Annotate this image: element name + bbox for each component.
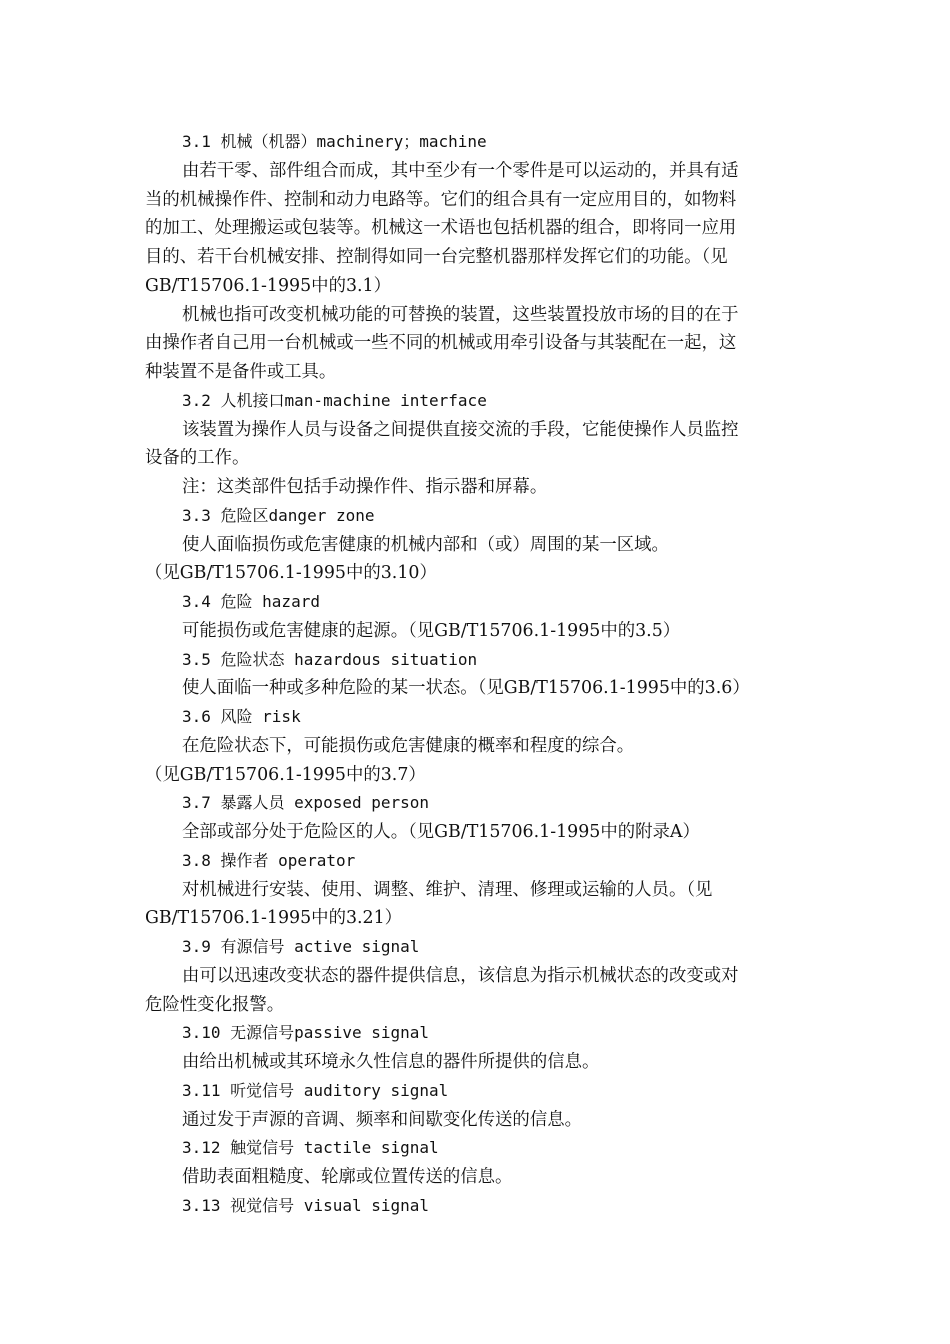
body-text-line: 机械也指可改变机械功能的可替换的装置，这些装置投放市场的目的在于 bbox=[182, 304, 739, 325]
body-text-line: GB/T15706.1-1995中的3.1） bbox=[145, 275, 392, 296]
body-text-line: 借助表面粗糙度、轮廓或位置传送的信息。 bbox=[182, 1167, 513, 1187]
document-page bbox=[145, 128, 805, 1221]
body-text-line: 全部或部分处于危险区的人。（见GB/T15706.1-1995中的附录A） bbox=[182, 822, 700, 842]
body-text-line: 的加工、处理搬运或包装等。机械这一术语也包括机器的组合，即将同一应用 bbox=[145, 218, 737, 239]
body-text-line: 通过发于声源的音调、频率和间歇变化传送的信息。 bbox=[182, 1109, 582, 1130]
body-text-line: 由给出机械或其环境永久性信息的器件所提供的信息。 bbox=[182, 1052, 600, 1072]
term-heading: 3.10 无源信号passive signal bbox=[182, 1023, 430, 1043]
body-text-line: 使人面临损伤或危害健康的机械内部和（或）周围的某一区域。 bbox=[182, 534, 669, 555]
body-text-line: 对机械进行安装、使用、调整、维护、清理、修理或运输的人员。（见 bbox=[182, 879, 713, 900]
body-text-line: 该装置为操作人员与设备之间提供直接交流的手段，它能使操作人员监控 bbox=[182, 419, 739, 440]
body-text-line: （见GB/T15706.1-1995中的3.7） bbox=[145, 764, 426, 785]
term-heading: 3.6 风险 risk bbox=[182, 707, 301, 726]
body-text-line: 当的机械操作件、控制和动力电路等。它们的组合具有一定应用目的，如物料 bbox=[145, 189, 737, 210]
body-text-line: 种装置不是备件或工具。 bbox=[145, 362, 337, 382]
term-heading: 3.7 暴露人员 exposed person bbox=[182, 793, 430, 813]
term-heading: 3.1 机械（机器）machinery；machine bbox=[182, 132, 487, 151]
body-text-line: 在危险状态下，可能损伤或危害健康的概率和程度的综合。 bbox=[182, 735, 635, 756]
body-text-line: 可能损伤或危害健康的起源。（见GB/T15706.1-1995中的3.5） bbox=[182, 620, 681, 641]
term-heading: 3.11 听觉信号 auditory signal bbox=[182, 1080, 449, 1100]
body-text-line: 设备的工作。 bbox=[145, 448, 250, 469]
term-heading: 3.3 危险区danger zone bbox=[182, 505, 375, 525]
body-text-line: 目的、若干台机械安排、控制得如同一台完整机器那样发挥它们的功能。（见 bbox=[145, 247, 728, 267]
body-text-line: 危险性变化报警。 bbox=[145, 994, 285, 1015]
body-text-line: 由若干零、部件组合而成，其中至少有一个零件是可以运动的，并具有适 bbox=[182, 160, 739, 181]
body-text-line: 使人面临一种或多种危险的某一状态。（见GB/T15706.1-1995中的3.6） bbox=[182, 678, 750, 699]
term-heading: 3.4 危险 hazard bbox=[182, 592, 320, 611]
term-heading: 3.5 危险状态 hazardous situation bbox=[182, 649, 478, 669]
body-text-line: 由可以迅速改变状态的器件提供信息，该信息为指示机械状态的改变或对 bbox=[182, 965, 739, 986]
body-text-line: 由操作者自己用一台机械或一些不同的机械或用牵引设备与其装配在一起，这 bbox=[145, 333, 737, 354]
body-text-line: GB/T15706.1-1995中的3.21） bbox=[145, 908, 403, 929]
term-heading: 3.9 有源信号 active signal bbox=[182, 937, 420, 956]
body-text-line: 注：这类部件包括手动操作件、指示器和屏幕。 bbox=[182, 477, 548, 497]
term-heading: 3.13 视觉信号 visual signal bbox=[182, 1195, 430, 1215]
term-heading: 3.12 触觉信号 tactile signal bbox=[182, 1138, 439, 1158]
term-heading: 3.8 操作者 operator bbox=[182, 850, 356, 870]
term-heading: 3.2 人机接口man-machine interface bbox=[182, 390, 487, 410]
body-text-line: （见GB/T15706.1-1995中的3.10） bbox=[145, 563, 437, 584]
